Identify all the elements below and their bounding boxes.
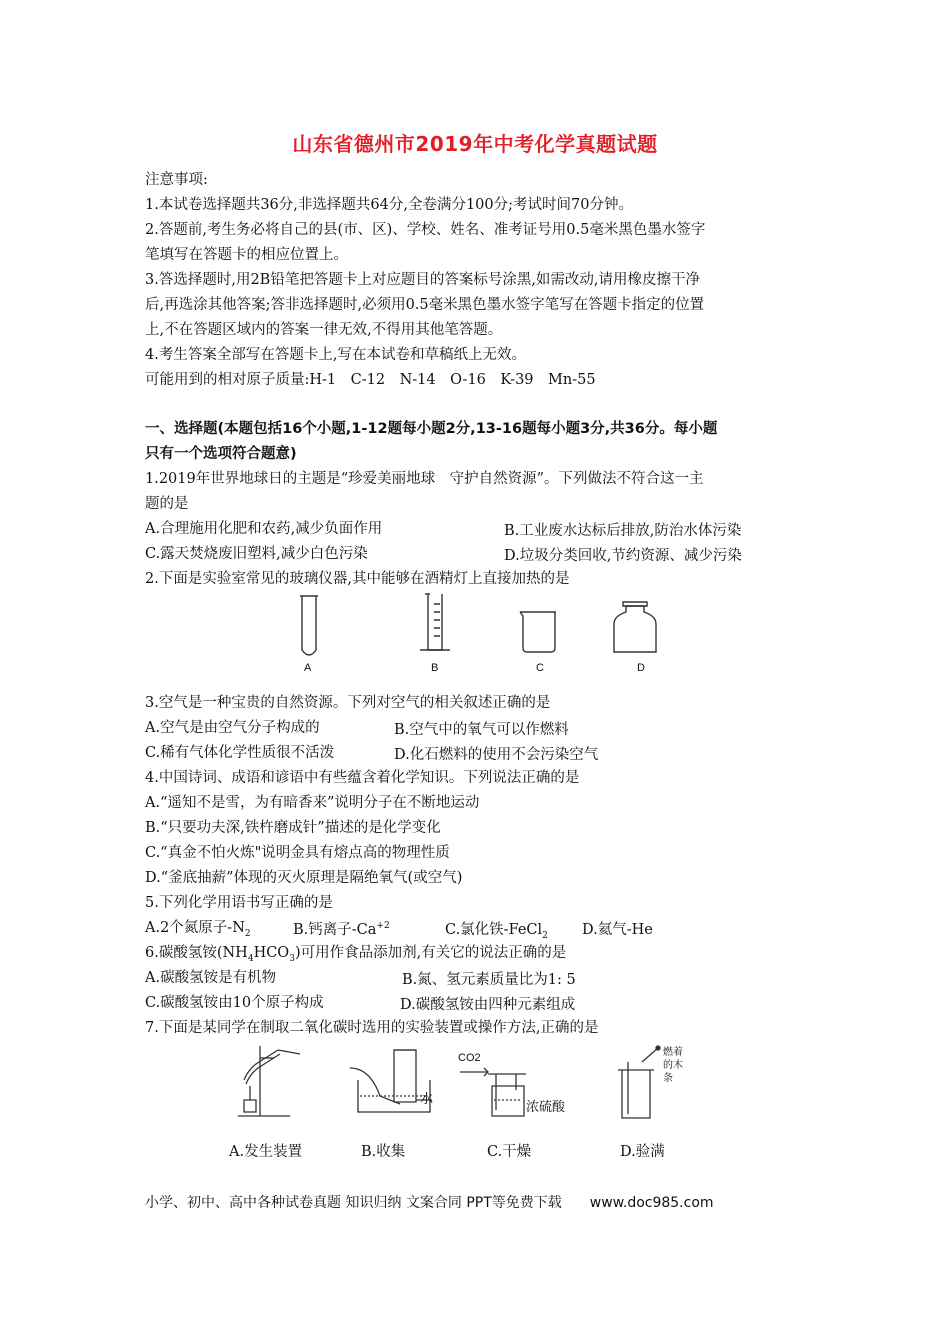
atomic-mass-line: 可能用到的相对原子质量:H-1 C-12 N-14 O-16 K-39 Mn-55 bbox=[145, 372, 596, 388]
acid-label: 浓硫酸 bbox=[526, 1099, 566, 1114]
notice-item: 1.本试卷选择题共36分,非选择题共64分,全卷满分100分;考试时间70分钟。 bbox=[145, 197, 633, 213]
option-a: A.“遥知不是雪，为有暗香来”说明分子在不断地运动 bbox=[145, 795, 480, 811]
option-a: A.空气是由空气分子构成的 bbox=[145, 720, 320, 736]
notice-item: 2.答题前,考生务必将自己的县(市、区)、学校、姓名、准考证号用0.5毫米黑色墨水签字 bbox=[145, 222, 706, 238]
option-a: A.2个氮原子$-N_2$ bbox=[145, 920, 251, 939]
graduated-cylinder-icon bbox=[420, 594, 450, 650]
beaker-icon bbox=[520, 612, 556, 652]
option-b: B.“只要功夫深,铁杵磨成针”描述的是化学变化 bbox=[145, 820, 441, 836]
test-tube-icon bbox=[300, 596, 318, 655]
option-b: B.工业废水达标后排放,防治水体污染 bbox=[504, 523, 742, 539]
option-c: C.露天焚烧废旧塑料,减少白色污染 bbox=[145, 546, 368, 562]
glassware-figure bbox=[280, 590, 680, 680]
question-stem: 1.2019年世界地球日的主题是“珍爱美丽地球 守护自然资源”。下列做法不符合这一主 bbox=[145, 471, 704, 487]
question-stem: 4.中国诗词、成语和谚语中有些蕴含着化学知识。下列说法正确的是 bbox=[145, 770, 580, 786]
option-c: C.“真金不怕火炼"说明金具有熔点高的物理性质 bbox=[145, 845, 450, 861]
figure-label-b: B bbox=[431, 662, 439, 674]
footer-url[interactable]: www.doc985.com bbox=[589, 1195, 714, 1211]
figure-caption-b: B.收集 bbox=[361, 1144, 406, 1160]
option-c: C.氯化铁-FeCl$_2$ bbox=[445, 922, 548, 941]
figure-label-c: C bbox=[536, 662, 544, 674]
page-footer bbox=[145, 1192, 714, 1212]
figure-caption-c: C.干燥 bbox=[487, 1144, 532, 1160]
question-stem: 3.空气是一种宝贵的自然资源。下列对空气的相关叙述正确的是 bbox=[145, 695, 551, 711]
figure-label-d: D bbox=[637, 662, 645, 674]
option-a: A.合理施用化肥和农药,减少负面作用 bbox=[145, 521, 383, 537]
notice-item: 3.答选择题时,用2B铅笔把答题卡上对应题目的答案标号涂黑,如需改动,请用橡皮擦干净 bbox=[145, 272, 701, 288]
burning-stick-test-icon bbox=[618, 1046, 660, 1118]
figure-caption-d: D.验满 bbox=[620, 1144, 665, 1160]
page-title: 山东省德州市2019年中考化学真题试题 bbox=[292, 132, 658, 156]
option-d: D.氦气-He bbox=[582, 922, 653, 938]
footer-text: 小学、初中、高中各种试卷真题 知识归纳 文案合同 PPT等免费下载 bbox=[145, 1195, 562, 1211]
option-b: B.氮、氢元素质量比为1: 5 bbox=[402, 972, 576, 988]
figure-label-a: A bbox=[304, 662, 312, 674]
section-heading: 只有一个选项符合题意) bbox=[145, 446, 297, 462]
notice-item: 后,再选涂其他答案;答非选择题时,必须用0.5毫米黑色墨水签字笔写在答题卡指定的位置 bbox=[145, 297, 705, 313]
option-c: C.碳酸氢铵由10个原子构成 bbox=[145, 995, 324, 1011]
option-a: A.碳酸氢铵是有机物 bbox=[145, 970, 277, 986]
option-d: D.垃圾分类回收,节约资源、减少污染 bbox=[504, 548, 742, 564]
gas-drying-bottle-icon bbox=[460, 1068, 526, 1116]
question-stem: 6.碳酸氢铵$(NH_4HCO_3)$可用作食品添加剂,有关它的说法正确的是 bbox=[145, 945, 567, 964]
generator-apparatus-icon bbox=[238, 1046, 300, 1116]
figure-caption-a: A.发生装置 bbox=[229, 1144, 303, 1160]
option-d: D.化石燃料的使用不会污染空气 bbox=[394, 747, 599, 763]
water-label: 水 bbox=[420, 1091, 434, 1106]
notice-heading: 注意事项: bbox=[145, 172, 208, 188]
option-d: D.碳酸氢铵由四种元素组成 bbox=[400, 997, 576, 1013]
question-stem: 7.下面是某同学在制取二氧化碳时选用的实验装置或操作方法,正确的是 bbox=[145, 1020, 599, 1036]
option-b: B.空气中的氧气可以作燃料 bbox=[394, 722, 569, 738]
section-heading: 一、选择题(本题包括16个小题,1-12题每小题2分,13-16题每小题3分,共36分。每小题 bbox=[145, 421, 718, 437]
option-c: C.稀有气体化学性质很不活泼 bbox=[145, 745, 335, 761]
question-stem: 题的是 bbox=[145, 496, 189, 512]
question-stem: 5.下列化学用语书写正确的是 bbox=[145, 895, 333, 911]
notice-item: 笔填写在答题卡的相应位置上。 bbox=[145, 247, 348, 263]
notice-item: 4.考生答案全部写在答题卡上,写在本试卷和草稿纸上无效。 bbox=[145, 347, 526, 363]
notice-item: 上,不在答题区域内的答案一律无效,不得用其他笔答题。 bbox=[145, 322, 503, 338]
option-d: D.“釜底抽薪”体现的灭火原理是隔绝氧气(或空气) bbox=[145, 870, 463, 886]
co2-label: CO2 bbox=[458, 1052, 481, 1064]
option-b: B.钙离子$-Ca^{+2}$ bbox=[293, 921, 390, 938]
burning-stick-label: 燃着的木条 bbox=[663, 1047, 683, 1084]
question-stem: 2.下面是实验室常见的玻璃仪器,其中能够在酒精灯上直接加热的是 bbox=[145, 571, 570, 587]
reagent-bottle-icon bbox=[614, 602, 656, 652]
